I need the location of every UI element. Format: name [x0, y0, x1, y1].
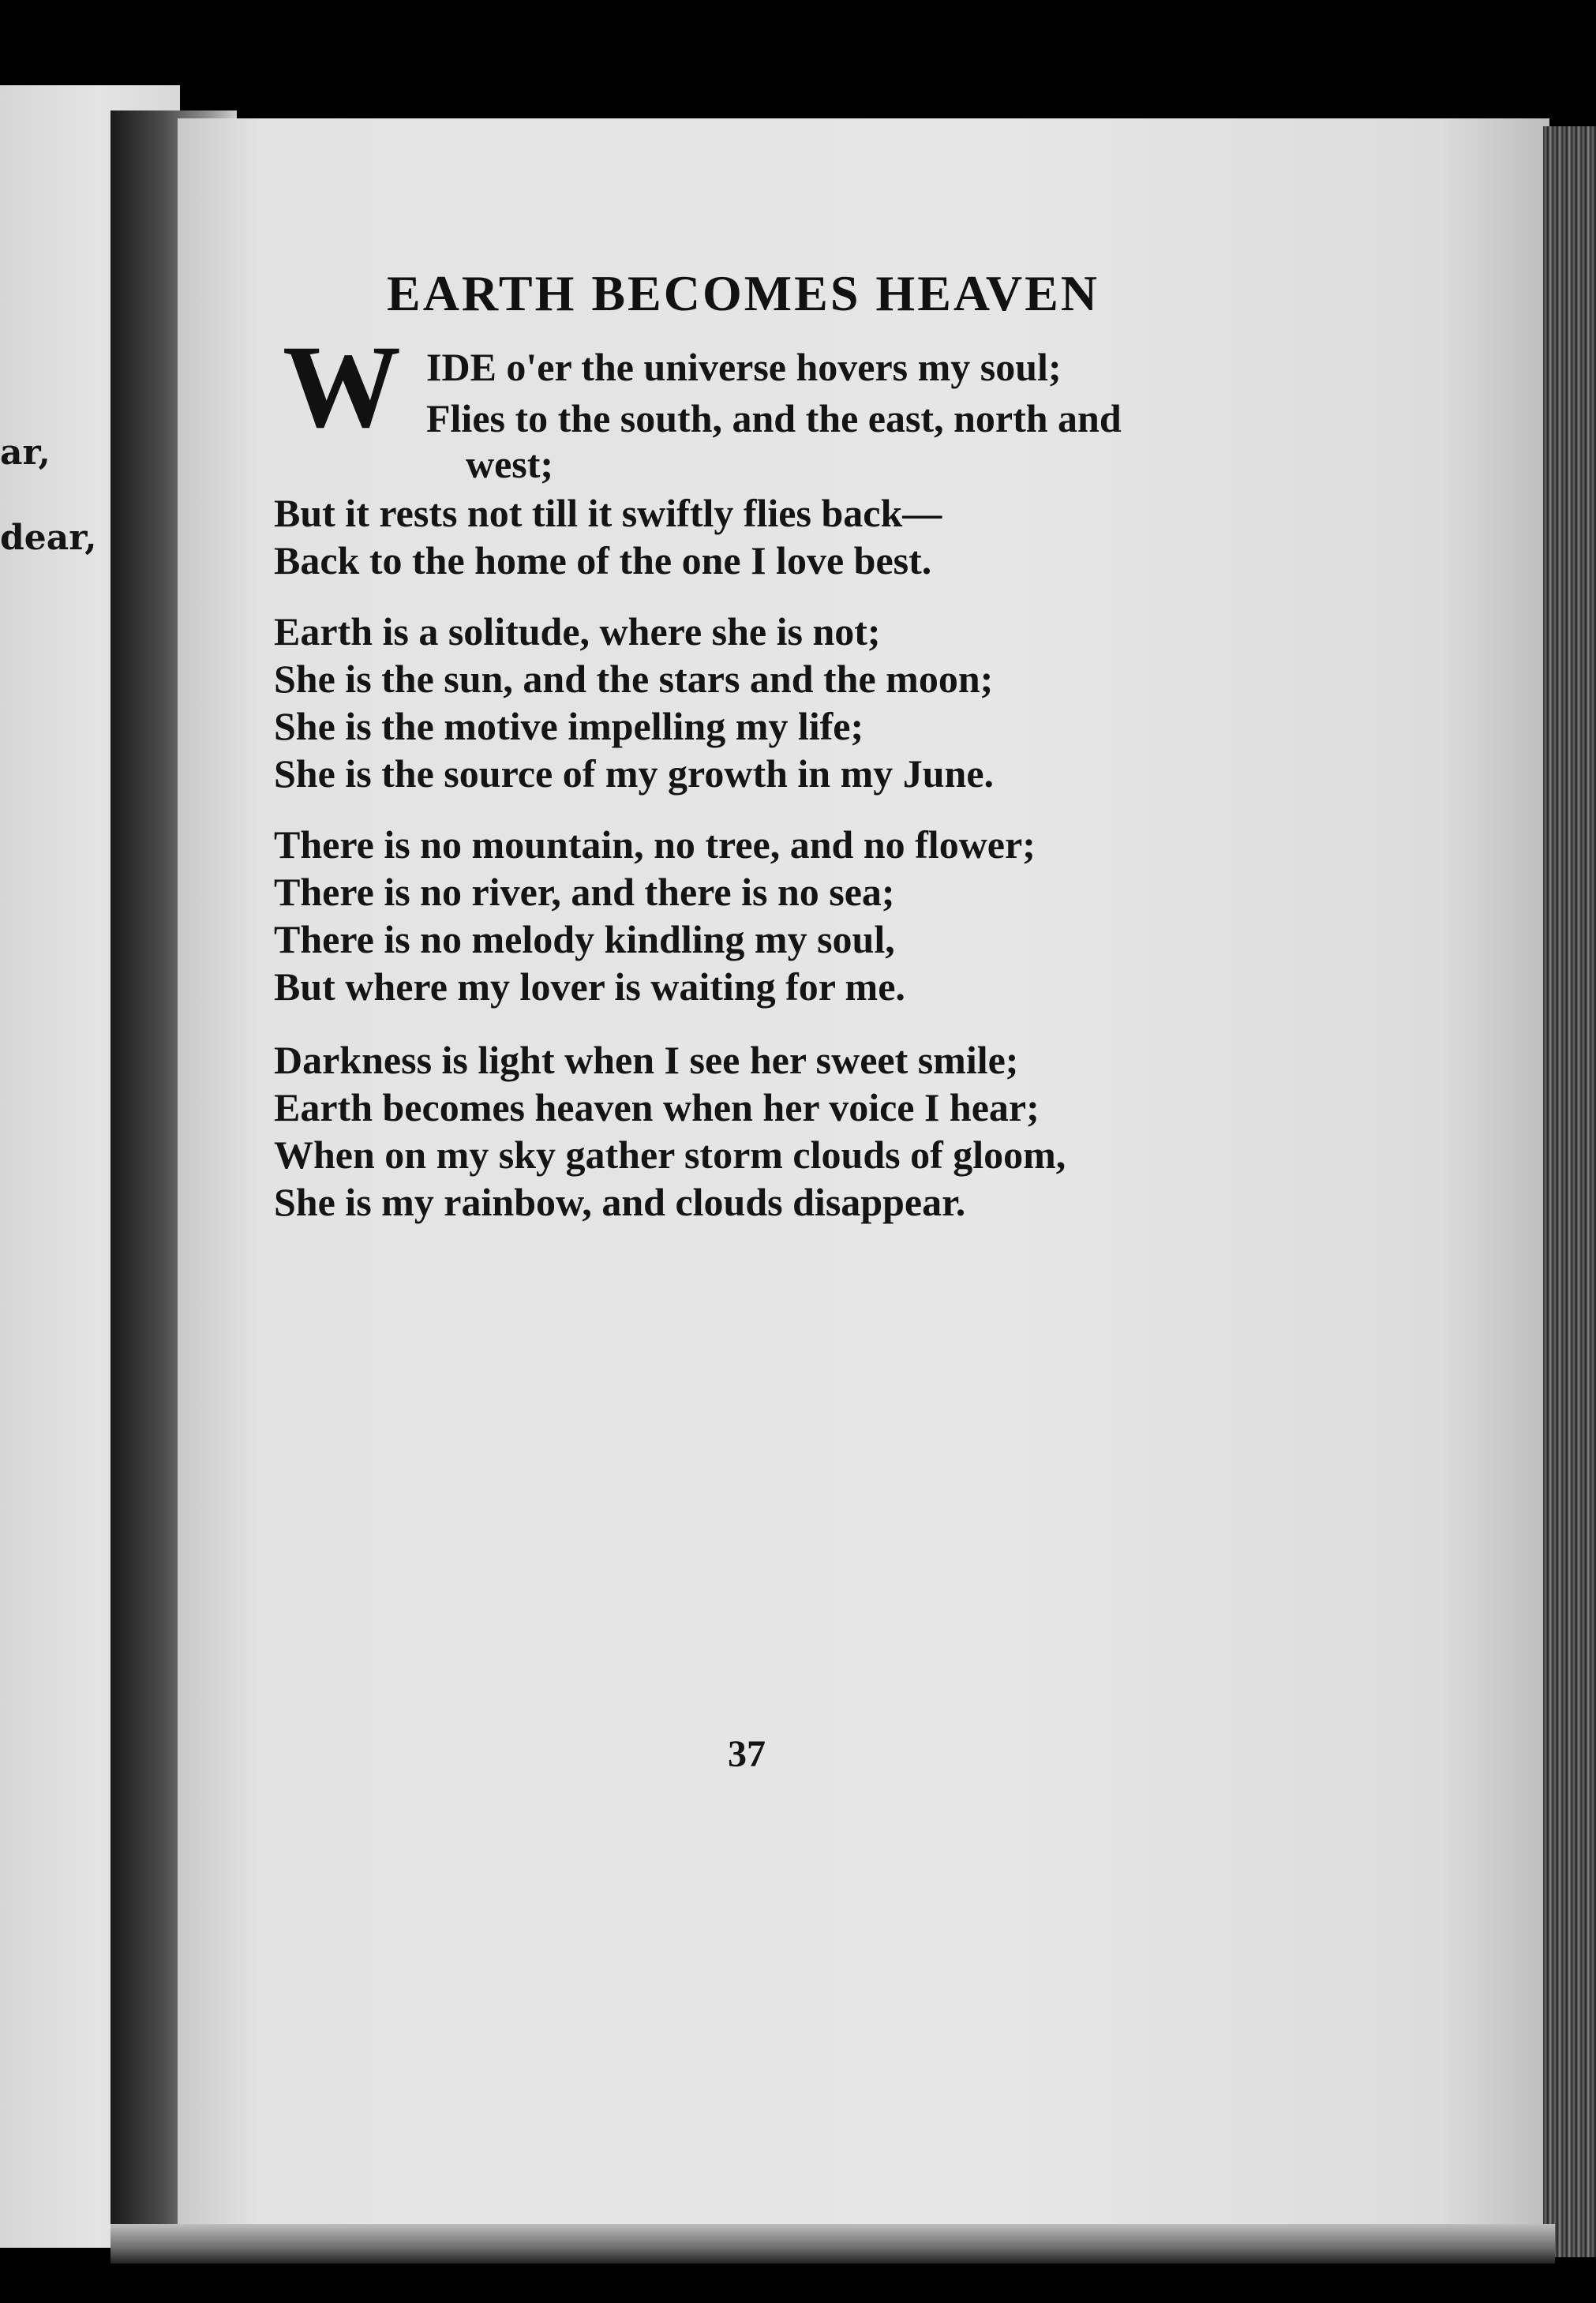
previous-page-fragment: ar,: [0, 433, 51, 473]
poem-line: west;: [466, 442, 554, 486]
poem-line: Darkness is light when I see her sweet smile;: [274, 1038, 1019, 1082]
poem-line: She is the sun, and the stars and the moon;: [274, 657, 994, 701]
poem-line: Earth becomes heaven when her voice I hear;: [274, 1085, 1040, 1129]
poem-line: There is no river, and there is no sea;: [274, 870, 895, 914]
page-number: 37: [728, 1733, 766, 1775]
poem-line: But it rests not till it swiftly flies back—: [274, 491, 942, 535]
previous-page-fragment: dear,: [0, 518, 97, 558]
page-bottom-edge: [111, 2224, 1555, 2264]
poem-line: Flies to the south, and the east, north and: [426, 396, 1122, 440]
poem-line: She is the motive impelling my life;: [274, 704, 864, 748]
poem-line: She is my rainbow, and clouds disappear.: [274, 1180, 966, 1224]
poem-line: But where my lover is waiting for me.: [274, 964, 905, 1009]
poem-line: Earth is a solitude, where she is not;: [274, 609, 881, 653]
page-edges: [1543, 126, 1596, 2257]
poem-title: EARTH BECOMES HEAVEN: [387, 265, 1100, 321]
poem-line: She is the source of my growth in my June.: [274, 751, 995, 796]
poem-line: There is no mountain, no tree, and no flower;: [274, 822, 1036, 867]
drop-cap: W: [283, 321, 401, 452]
poem-line: Back to the home of the one I love best.: [274, 538, 932, 582]
poem-line: When on my sky gather storm clouds of gloom,: [274, 1133, 1066, 1177]
poem-line: IDE o'er the universe hovers my soul;: [426, 345, 1062, 389]
poem-line: There is no melody kindling my soul,: [274, 917, 895, 961]
